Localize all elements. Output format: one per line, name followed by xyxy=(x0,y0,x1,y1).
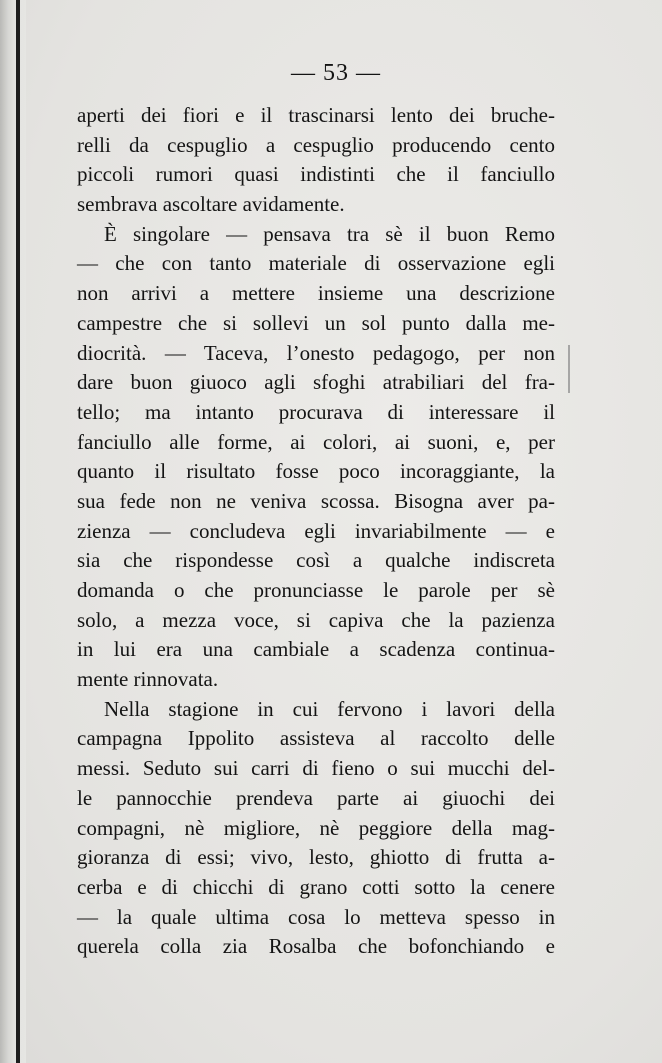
paragraph xyxy=(77,101,555,220)
text-line: — che con tanto materiale di osservazione egli xyxy=(77,251,555,276)
text-line: cerba e di chicchi di grano cotti sotto la cenere xyxy=(77,874,555,899)
text-line: compagni, nè migliore, nè peggiore della mag- xyxy=(77,815,555,840)
text-line: piccoli rumori quasi indistinti che il fanciullo xyxy=(77,162,555,187)
text-line: tello; ma intanto procurava di interessare il xyxy=(77,399,555,424)
text-line: dare buon giuoco agli sfoghi atrabiliari del fra- xyxy=(77,370,555,395)
text-line: le pannocchie prendeva parte ai giuochi dei xyxy=(77,785,555,810)
text-line: non arrivi a mettere insieme una descrizione xyxy=(77,281,555,306)
text-line: zienza — concludeva egli invariabilmente — e xyxy=(77,518,555,543)
paragraph xyxy=(77,695,555,962)
margin-pencil-mark xyxy=(568,345,570,393)
text-line: gioranza di essi; vivo, lesto, ghiotto di frutta a- xyxy=(77,845,555,870)
text-line: — la quale ultima cosa lo metteva spesso in xyxy=(77,904,555,929)
book-spine xyxy=(0,0,26,1063)
paragraph xyxy=(77,220,555,695)
text-line: È singolare — pensava tra sè il buon Remo xyxy=(104,221,555,246)
text-line: aperti dei fiori e il trascinarsi lento dei bruche- xyxy=(77,103,555,127)
text-line: sia che rispondesse così a qualche indiscreta xyxy=(77,548,555,573)
text-line: domanda o che pronunciasse le parole per sè xyxy=(77,578,555,602)
text-line: messi. Seduto sui carri di fieno o sui mucchi del- xyxy=(77,756,555,781)
text-line: solo, a mezza voce, si capiva che la pazienza xyxy=(77,607,555,632)
text-line: fanciullo alle forme, ai colori, ai suoni, e, per xyxy=(77,429,555,454)
text-line: sua fede non ne veniva scossa. Bisogna aver pa- xyxy=(77,488,555,513)
text-line: quanto il risultato fosse poco incoraggiante, la xyxy=(77,459,555,484)
text-line: diocrità. — Taceva, l’onesto pedagogo, per non xyxy=(77,340,555,365)
binding-edge xyxy=(16,0,20,1063)
text-line: querela colla zia Rosalba che bofonchiando e xyxy=(77,934,555,959)
text-line: relli da cespuglio a cespuglio producendo cento xyxy=(77,132,555,157)
text-line: Nella stagione in cui fervono i lavori della xyxy=(104,696,555,721)
text-line: campagna Ippolito assisteva al raccolto delle xyxy=(77,726,555,751)
text-line: sembrava ascoltare avidamente. xyxy=(77,192,345,217)
page-number: — 53 — xyxy=(291,60,381,86)
text-line: in lui era una cambiale a scadenza continua- xyxy=(77,637,555,662)
text-line: campestre che si sollevi un sol punto dalla me- xyxy=(77,310,555,335)
body-text xyxy=(77,101,555,962)
text-line: mente rinnovata. xyxy=(77,667,219,692)
